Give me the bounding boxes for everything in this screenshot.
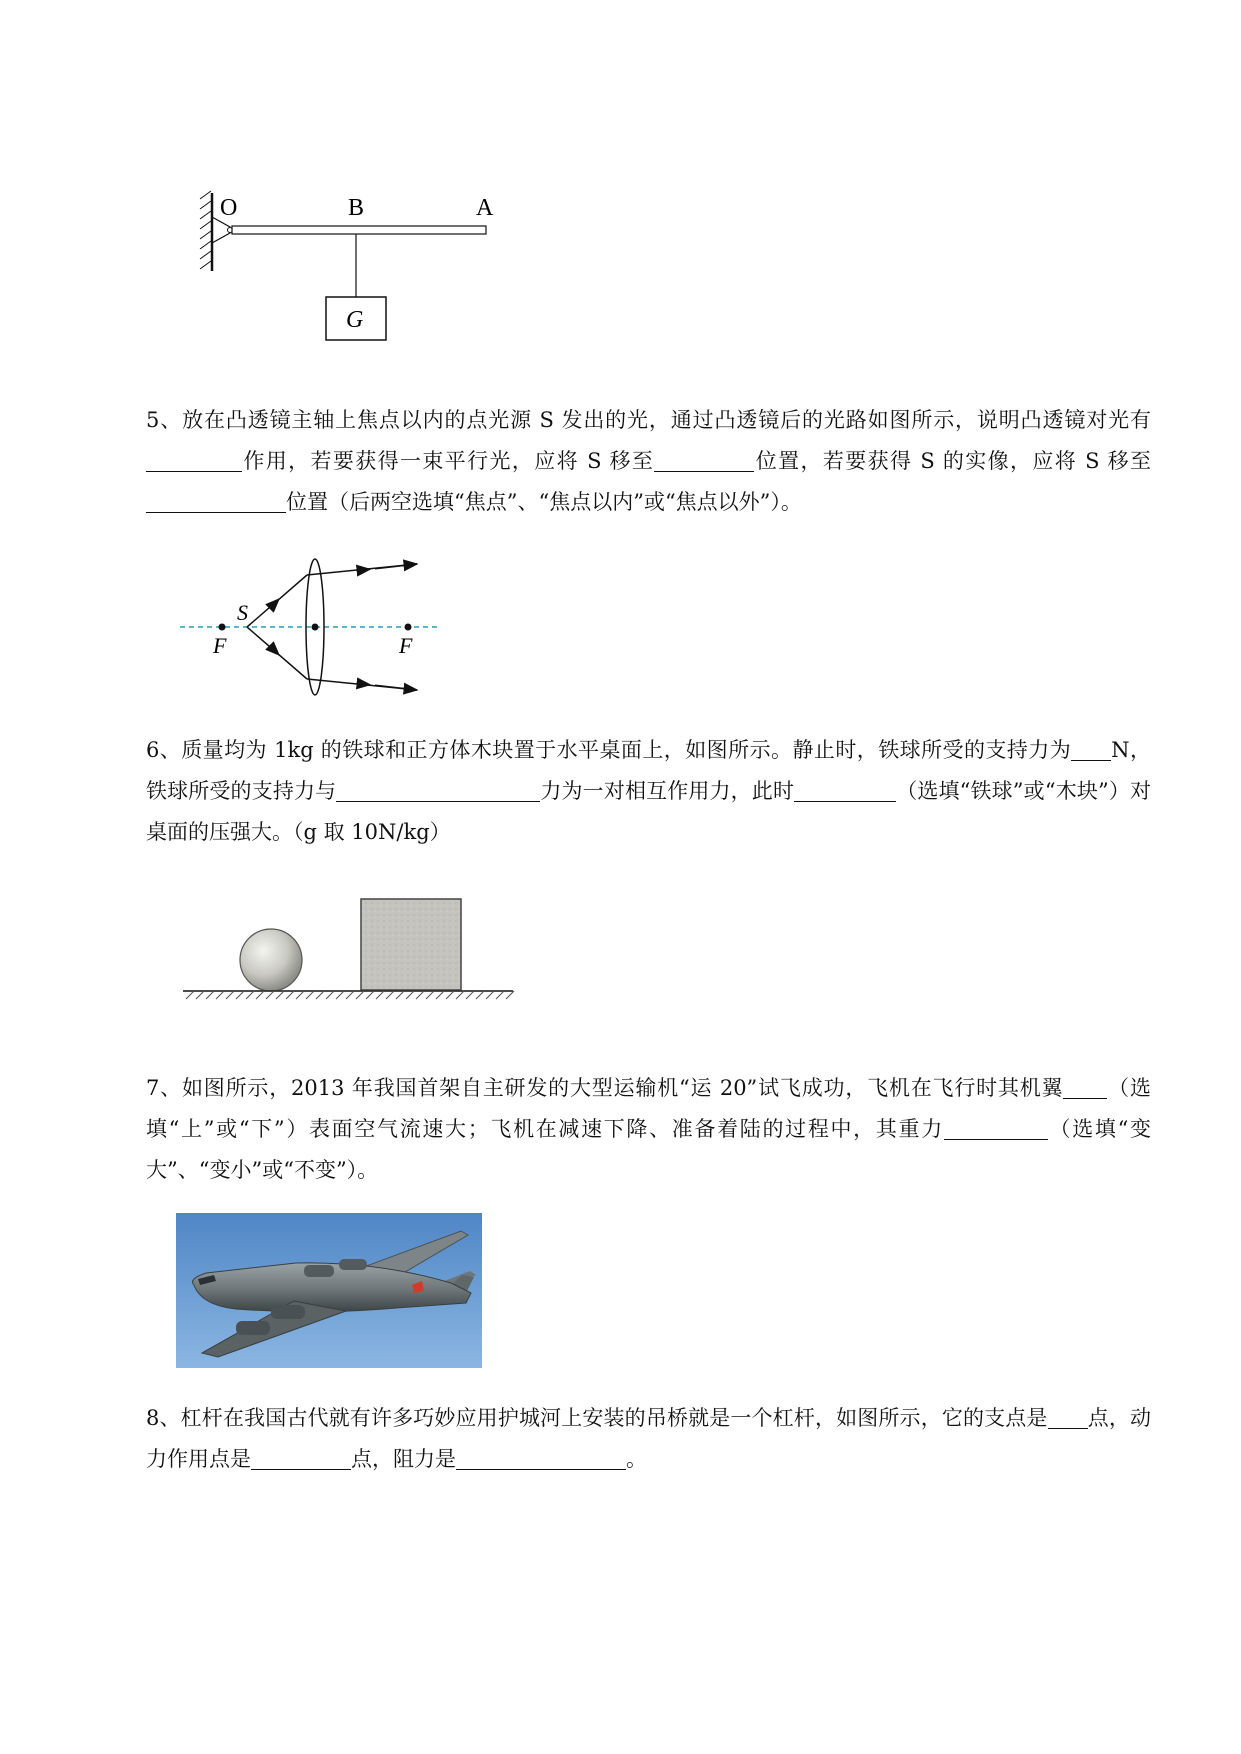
q7-text-3: （选填“变大”、“变小”或“不变”）。 xyxy=(146,1117,1151,1182)
q8-blank-2[interactable] xyxy=(251,1443,351,1470)
q7-text-2: （选填“上”或“下”）表面空气流速大；飞机在减速下降、准备着陆的过程中，其重力 xyxy=(146,1076,1151,1141)
q5-blank-1[interactable] xyxy=(146,445,242,472)
iron-ball xyxy=(240,929,302,991)
q5-text-4: 位置（后两空选填“焦点”、“焦点以内”或“焦点以外”）。 xyxy=(286,490,802,514)
question-6 xyxy=(146,730,1151,853)
q7-blank-1[interactable] xyxy=(1063,1072,1107,1099)
focus-right-dot xyxy=(405,624,412,631)
q6-text-3: 力为一对相互作用力，此时 xyxy=(540,779,795,803)
q5-blank-3[interactable] xyxy=(146,486,286,513)
q7-text-1: 7、如图所示，2013 年我国首架自主研发的大型运输机“运 20”试飞成功，飞机在飞行时其机翼 xyxy=(146,1076,1064,1100)
q8-text-2: 点，动力作用点是 xyxy=(146,1406,1152,1471)
q6-text-2: N，铁球所受的支持力与 xyxy=(146,738,1151,803)
label-f-right: F xyxy=(399,633,413,658)
lens-center-dot xyxy=(312,624,319,631)
table-hatching xyxy=(186,991,514,999)
label-a: A xyxy=(476,195,494,221)
label-g: G xyxy=(346,307,364,333)
q6-blank-1[interactable] xyxy=(1071,734,1111,761)
label-s: S xyxy=(237,600,248,625)
lens-figure xyxy=(175,555,455,705)
q8-blank-3[interactable] xyxy=(456,1443,626,1470)
q5-text-2: 作用，若要获得一束平行光，应将 S 移至 xyxy=(242,449,655,473)
question-7 xyxy=(146,1068,1151,1191)
label-f-left: F xyxy=(213,633,227,658)
q6-text-1: 6、质量均为 1kg 的铁球和正方体木块置于水平桌面上，如图所示。静止时，铁球所受的支持力为 xyxy=(146,738,1072,762)
q7-blank-2[interactable] xyxy=(944,1113,1048,1140)
q5-blank-2[interactable] xyxy=(654,445,754,472)
q6-text-4: （选填“铁球”或“木块”）对桌面的压强大。（g 取 10N/kg） xyxy=(146,779,1151,844)
focus-left-dot xyxy=(219,624,226,631)
question-5 xyxy=(146,400,1151,523)
q8-text-1: 8、杠杆在我国古代就有许多巧妙应用护城河上安装的吊桥就是一个杠杆，如图所示，它的支点是 xyxy=(146,1406,1048,1430)
ball-block-figure xyxy=(178,895,518,1013)
q8-blank-1[interactable] xyxy=(1048,1402,1088,1429)
q8-text-3: 点，阻力是 xyxy=(351,1447,456,1471)
q5-text-3: 位置，若要获得 S 的实像，应将 S 移至 xyxy=(754,449,1151,473)
q8-text-4: 。 xyxy=(626,1447,647,1471)
wood-block xyxy=(361,899,461,990)
lever-figure xyxy=(196,185,506,345)
q5-text-1: 5、放在凸透镜主轴上焦点以内的点光源 S 发出的光，通过凸透镜后的光路如图所示，说明凸透镜对光有 xyxy=(146,408,1151,432)
label-o: O xyxy=(220,195,238,221)
wall xyxy=(200,191,212,271)
question-8 xyxy=(146,1398,1151,1480)
q6-blank-2[interactable] xyxy=(336,775,540,802)
airplane-photo xyxy=(176,1213,482,1368)
q6-blank-3[interactable] xyxy=(794,775,896,802)
label-b: B xyxy=(348,195,365,221)
